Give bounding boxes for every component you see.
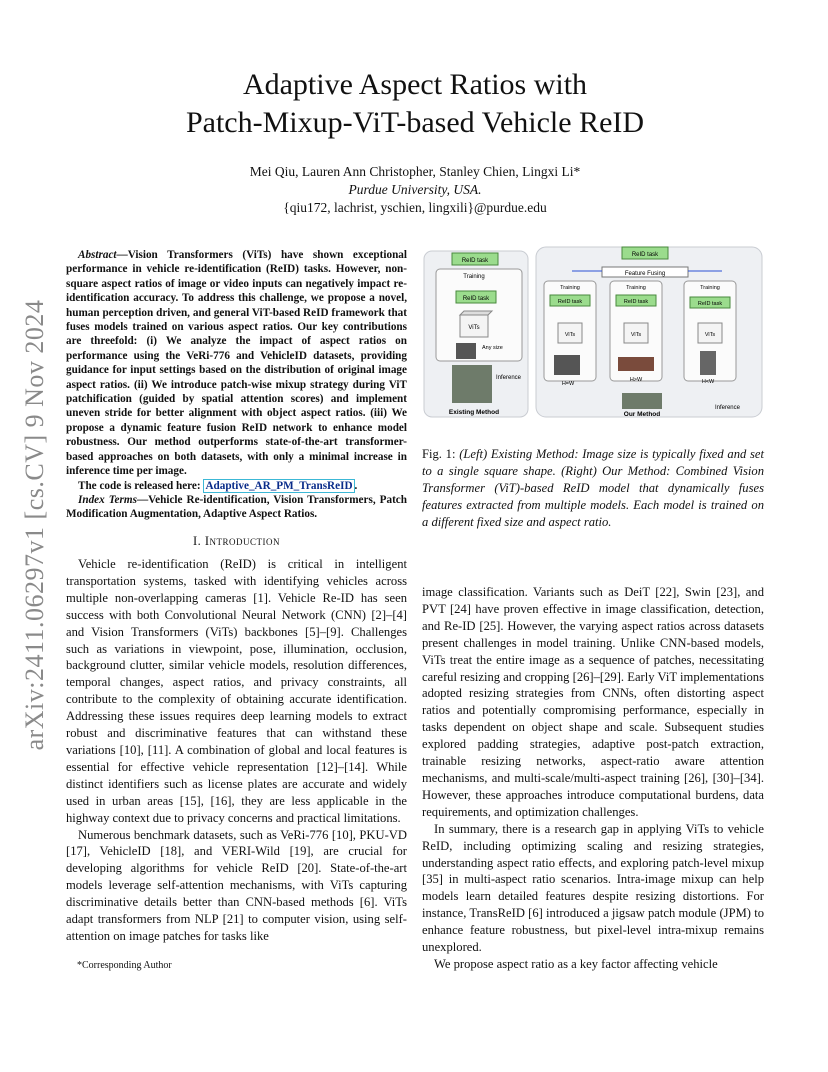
section-heading-introduction: I. Introduction xyxy=(192,533,281,548)
caption-label: Fig. 1: xyxy=(422,447,456,461)
svg-text:ViTs: ViTs xyxy=(468,325,480,331)
author-names: Mei Qiu, Lauren Ann Christopher, Stanley Chien, Lingxi Li* xyxy=(249,164,581,179)
right-paragraph-2: In summary, there is a research gap in applying ViTs to vehicle ReID, including optimizing scaling and resizing strategies, understanding aspect ratio effects, and exploring patch-level mixup [35] in multi-aspect ratio scenarios. Intra-image mixup can help models learn detailed features despite resizing distortions. For instance, TransReID [6] introduced a jigsaw patch module (JPM) to enhance feature robustness, but pixel-level intra-mixup remains unexplored. xyxy=(422,821,764,955)
svg-text:Training: Training xyxy=(560,285,580,291)
svg-text:ViTs: ViTs xyxy=(630,332,642,338)
author-emails: {qiu172, lachrist, yschien, lingxili}@purdue.edu xyxy=(283,200,547,215)
svg-text:ReID task: ReID task xyxy=(462,296,490,302)
abstract: Abstract—Vision Transformers (ViTs) have shown exceptional performance in vehicle re-identification (ReID) tasks. However, non-square aspect ratios of image or video inputs can negatively impact re-identification accuracy. To address this challenge, we propose a novel, human perception driven, and general ViT-based ReID framework that fuses models trained on various aspect ratios. Our key contributions are threefold: (i) We analyze the impact of aspect ratios on performance using the VeRi-776 and VehicleID datasets, providing guidance for input settings based on the distribution of original image aspect ratios. (ii) We introduce patch-wise mixup strategy during ViT patchification (guided by spatial attention scores) and implement uneven stride for better alignment with object aspect ratios. (iii) We propose a dynamic feature fusion ReID network to enhance model robustness. Our method outperforms state-of-the-art transformer-based approaches on both datasets, with only a minimal increase in inference time per image. The code is released here: Adaptive_AR_PM_TransReID . Index Terms—Vehicle Re-identification, Vision Transformers, Patch Modification Augmentation, Adaptive Aspect Ratios. I. Introduction xyxy=(66,249,407,548)
svg-text:Inference: Inference xyxy=(496,375,522,381)
right-paragraph-3: We propose aspect ratio as a key factor affecting vehicle xyxy=(434,956,718,971)
svg-text:ViTs: ViTs xyxy=(704,332,716,338)
figure-1 xyxy=(422,245,764,419)
right-column-body xyxy=(422,584,764,973)
svg-text:Existing Method: Existing Method xyxy=(448,409,500,416)
svg-text:H=W: H=W xyxy=(561,381,575,387)
arxiv-stamp: arXiv:2411.06297v1 [cs.CV] 9 Nov 2024 xyxy=(20,299,49,751)
svg-text:ReID task: ReID task xyxy=(697,301,723,307)
footnote: *Corresponding Author xyxy=(77,960,172,971)
svg-text:Any size: Any size xyxy=(482,345,503,351)
index-terms-label: Index Terms xyxy=(78,493,137,506)
affiliation: Purdue University, USA. xyxy=(348,182,482,197)
svg-text:Inference: Inference xyxy=(714,405,740,411)
caption-text: (Left) Existing Method: Image size is typically fixed and set to a single square shape. (Right) Our Method: Combined Vision Transformer (ViT)-based ReID model that dynamically fuses features extracted from multiple models. Each model is trained on a different fixed size and aspect ratio. xyxy=(422,447,764,529)
svg-text:Training: Training xyxy=(463,274,485,280)
right-paragraph-1: image classification. Variants such as DeiT [22], Swin [23], and PVT [24] have proven effective in image classification, detection, and Re-ID [25]. However, the varying aspect ratios across datasets present challenges in model training. Unlike CNN-based models, ViTs treat the entire image as a sequence of patches, necessitating careful resizing and cropping [26]–[29]. Early ViT implementations adopted resizing strategies from CNNs, often distorting aspect ratios and potentially compromising performance, especially in tasks dependent on object shape and scale. Subsequent studies explored padding strategies, adaptive post-patch extraction, trainable resizing networks, aspect-ratio aware attention mechanisms, and multi-scale/multi-aspect training [26], [30]–[34]. However, these approaches introduce computational burdens, data requirements, and optimization challenges. xyxy=(422,585,764,819)
figure-caption xyxy=(422,446,764,531)
svg-text:Training: Training xyxy=(700,285,720,291)
paper-title: Adaptive Aspect Ratios with Patch-Mixup-ViT-based Vehicle ReID xyxy=(185,68,645,139)
abstract-label: Abstract xyxy=(78,249,117,261)
svg-text:ViTs: ViTs xyxy=(564,332,576,338)
svg-text:Training: Training xyxy=(626,285,646,291)
code-link[interactable]: Adaptive_AR_PM_TransReID xyxy=(205,479,353,492)
author-block xyxy=(100,163,730,217)
intro-paragraph-1: Vehicle re-identification (ReID) is critical in intelligent transportation systems, tasked with identifying vehicles across multiple non-overlapping cameras [1]. Vehicle Re-ID has seen success with both Convolutional Neural Network (CNN) [2]–[4] and Vision Transformers (ViTs) backbones [5]–[9]. Challenges such as variations in viewpoint, pose, illumination, occlusion, background clutter, similar vehicle models, resolution differences, temporal changes, aspect ratios, and privacy constraints, all contribute to the complexity of obtaining accurate identification. Addressing these issues requires deep learning models to extract robust and discriminative features that can withstand these variations [10], [11]. A combination of global and local features is essential for effective vehicle representation [12]–[14]. While distinct identifiers such as license plates are accurate and widely used in urban areas [15], [16], they are less applicable in the highway context due to privacy concerns and practical limitations. xyxy=(66,557,407,825)
svg-text:ReID task: ReID task xyxy=(557,299,583,305)
svg-text:H<W: H<W xyxy=(701,379,715,385)
svg-text:H>W: H>W xyxy=(629,377,643,383)
introduction-body xyxy=(66,556,407,945)
intro-paragraph-2: Numerous benchmark datasets, such as VeRi-776 [10], PKU-VD [17], VehicleID [18], and VERI-Wild [19], are crucial for developing algorithms for vehicle ReID [20]. State-of-the-art models leverage self-attention mechanisms, with ViTs capturing discriminative details better than CNN-based methods [6]. ViTs adapt transformers from NLP [21] to computer vision, using self-attention on image patches for tasks like xyxy=(66,827,407,943)
svg-text:Our Method: Our Method xyxy=(623,411,661,418)
svg-text:ReID task: ReID task xyxy=(623,299,649,305)
svg-text:Feature Fusing: Feature Fusing xyxy=(624,271,666,277)
svg-text:ReID task: ReID task xyxy=(461,258,489,264)
svg-text:ReID task: ReID task xyxy=(631,252,659,258)
